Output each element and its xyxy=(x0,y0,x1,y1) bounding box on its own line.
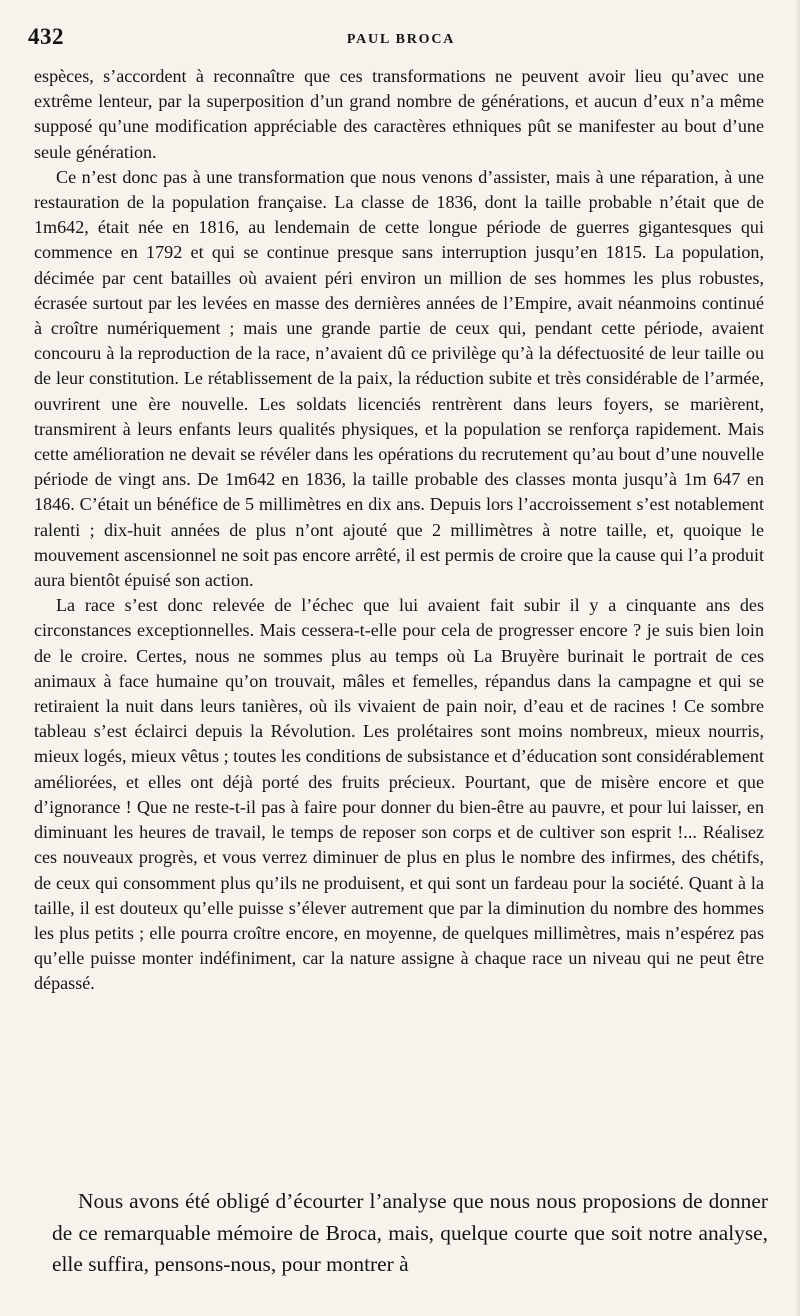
body-paragraph-2: Ce n’est donc pas à une transformation que nous venons d’assister, mais à une réparation, à une restauration de la population française. La classe de 1836, dont la taille probable n’était que de 1m642, était née en 1816, au lendemain de cette longue période de guerres gigantesques qui commence en 1792 et qui se continue presque sans interruption jusqu’en 1815. La population, décimée par cent batailles où avaient péri environ un million de ses hommes les plus robustes, écrasée surtout par les levées en masse des dernières années de l’Empire, avait néanmoins continué à croître numériquement ; mais une grande partie de ceux qui, pendant cette période, avaient concouru à la reproduction de la race, n’avaient dû ce privilège qu’à la défectuosité de leur taille ou de leur constitution. Le rétablissement de la paix, la réduction subite et très considérable de l’armée, ouvrirent une ère nouvelle. Les soldats licenciés rentrèrent dans leurs foyers, se marièrent, transmirent à leurs enfants leurs qualités physiques, et la population se renforça rapidement. Mais cette amélioration ne devait se révéler dans les opérations du recrutement qu’au bout d’une nouvelle période de vingt ans. De 1m642 en 1836, la taille probable des classes monta jusqu’à 1m 647 en 1846. C’était un bénéfice de 5 millimètres en dix ans. Depuis lors l’accroissement s’est notablement ralenti ; dix-huit années de plus n’ont ajouté que 2 millimètres à notre taille, et, quoique le mouvement ascensionnel ne soit pas encore arrêté, il est permis de croire que la cause qui l’a produit aura bientôt épuisé son action. xyxy=(34,166,764,591)
running-head: PAUL BROCA xyxy=(346,32,456,47)
page-number: 432 xyxy=(28,24,64,49)
body-paragraph-3: La race s’est donc relevée de l’échec que lui avaient fait subir il y a cinquante ans des circonstances exceptionnelles. Mais cessera-t-elle pour cela de progresser encore ? je suis bien loin de le croire. Certes, nous ne sommes plus au temps où La Bruyère burinait le portrait de ces animaux à face humaine qu’on trouvait, mâles et femelles, répandus dans la campagne et qui se retiraient la nuit dans leurs tanières, où ils vivaient de pain noir, d’eau et de racines ! Ce sombre tableau s’est éclairci depuis la Révolution. Les prolétaires sont moins nombreux, mieux nourris, mieux logés, mieux vêtus ; toutes les conditions de subsistance et d’éducation sont considérablement améliorées, et elles ont déjà porté des fruits précieux. Pourtant, que de misère encore et que d’ignorance ! Que ne reste-t-il pas à faire pour donner du bien-être au pauvre, et pour lui laisser, en diminuant les heures de travail, le temps de reposer son corps et de cultiver son esprit !... Réalisez ces nouveaux progrès, et vous verrez diminuer de plus en plus le nombre des infirmes, des chétifs, de ceux qui consomment plus qu’ils ne produisent, et qui sont un fardeau pour la société. Quant à la taille, il est douteux qu’elle puisse s’élever autrement que par la diminution du nombre des hommes les plus petits ; elle pourra croître encore, en moyenne, de quelques millimètres, mais n’espérez pas qu’elle puisse monter indéfiniment, car la nature assigne à chaque race un niveau qui ne peut être dépassé. xyxy=(34,595,764,994)
page-edge-shadow xyxy=(794,0,800,1316)
commentary-text xyxy=(52,1186,768,1281)
body-paragraph-1: espèces, s’accordent à reconnaître que ces transformations ne peuvent avoir lieu qu’avec une extrême lenteur, par la superposition d’un grand nombre de générations, et aucun d’eux n’a même supposé qu’une modification appréciable des caractères ethniques pût se manifester au bout d’une seule génération. xyxy=(34,66,764,162)
body-text xyxy=(34,64,764,997)
page-header xyxy=(28,24,774,58)
commentary-paragraph: Nous avons été obligé d’écourter l’analyse que nous nous proposions de donner de ce remarquable mémoire de Broca, mais, quelque courte que soit notre analyse, elle suffira, pensons-nous, pour montrer à xyxy=(52,1189,768,1276)
